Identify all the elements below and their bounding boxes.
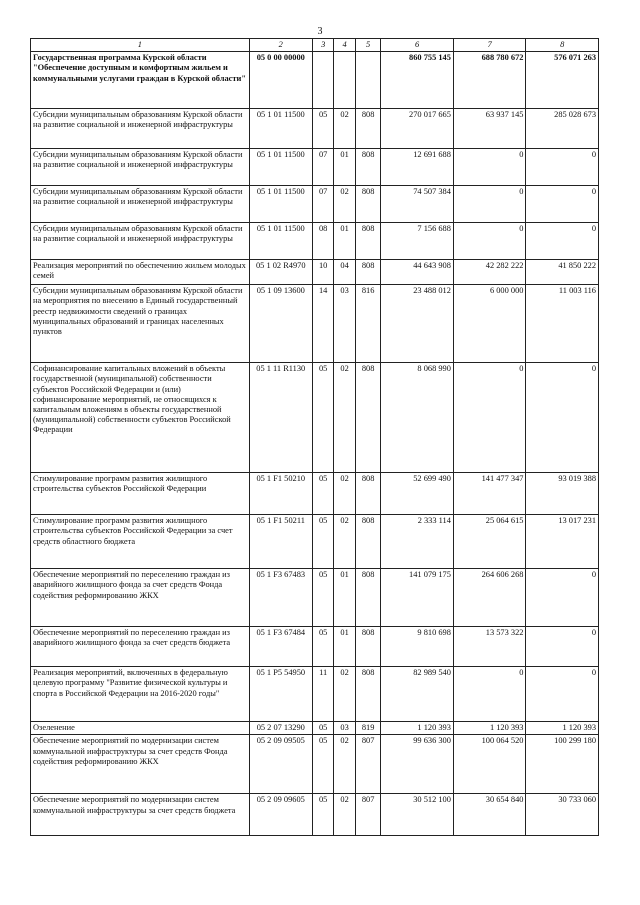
amount-year-2-cell: 6 000 000 — [453, 285, 526, 363]
table-row — [31, 735, 599, 794]
amount-year-2-cell: 42 282 222 — [453, 260, 526, 285]
amount-year-1-cell: 74 507 384 — [381, 186, 454, 223]
section-cell: 05 — [312, 722, 333, 735]
target-code-cell: 05 0 00 00000 — [249, 52, 312, 109]
section-cell: 05 — [312, 109, 333, 149]
amount-year-1-cell: 141 079 175 — [381, 569, 454, 627]
program-name-cell: Стимулирование программ развития жилищного строительства субъектов Российской Федерации за счет средств областного бюджета — [31, 515, 250, 569]
section-cell: 11 — [312, 667, 333, 722]
table-row — [31, 52, 599, 109]
table-row — [31, 285, 599, 363]
amount-year-1-cell: 7 156 688 — [381, 223, 454, 260]
amount-year-1-cell: 23 488 012 — [381, 285, 454, 363]
target-code-cell: 05 1 01 11500 — [249, 109, 312, 149]
amount-year-3-cell: 30 733 060 — [526, 794, 599, 836]
amount-year-3-cell: 0 — [526, 149, 599, 186]
expense-type-cell: 816 — [355, 285, 381, 363]
section-cell: 10 — [312, 260, 333, 285]
amount-year-2-cell: 30 654 840 — [453, 794, 526, 836]
column-number: 6 — [381, 39, 454, 52]
amount-year-2-cell: 0 — [453, 667, 526, 722]
expense-type-cell: 808 — [355, 569, 381, 627]
amount-year-1-cell: 8 068 990 — [381, 363, 454, 473]
table-row — [31, 186, 599, 223]
amount-year-3-cell: 0 — [526, 186, 599, 223]
program-name-cell: Реализация мероприятий по обеспечению жильем молодых семей — [31, 260, 250, 285]
section-cell: 05 — [312, 363, 333, 473]
amount-year-1-cell: 44 643 908 — [381, 260, 454, 285]
expense-type-cell: 808 — [355, 223, 381, 260]
amount-year-2-cell: 0 — [453, 223, 526, 260]
target-code-cell: 05 1 09 13600 — [249, 285, 312, 363]
table-row — [31, 667, 599, 722]
target-code-cell: 05 1 01 11500 — [249, 186, 312, 223]
program-name-cell: Субсидии муниципальным образованиям Курской области на развитие социальной и инженерной инфраструктуры — [31, 223, 250, 260]
section-cell: 05 — [312, 473, 333, 515]
target-code-cell: 05 1 01 11500 — [249, 223, 312, 260]
subsection-cell: 01 — [334, 223, 355, 260]
amount-year-3-cell: 0 — [526, 667, 599, 722]
program-name-cell: Субсидии муниципальным образованиям Курской области на развитие социальной и инженерной инфраструктуры — [31, 109, 250, 149]
table-row — [31, 260, 599, 285]
target-code-cell: 05 1 F1 50211 — [249, 515, 312, 569]
subsection-cell: 02 — [334, 186, 355, 223]
expense-type-cell: 808 — [355, 473, 381, 515]
expense-type-cell: 808 — [355, 627, 381, 667]
target-code-cell: 05 2 07 13290 — [249, 722, 312, 735]
amount-year-3-cell: 285 028 673 — [526, 109, 599, 149]
page-number: 3 — [317, 26, 323, 37]
amount-year-3-cell: 11 003 116 — [526, 285, 599, 363]
amount-year-2-cell: 63 937 145 — [453, 109, 526, 149]
section-cell — [312, 52, 333, 109]
subsection-cell: 02 — [334, 363, 355, 473]
section-cell: 07 — [312, 149, 333, 186]
target-code-cell: 05 1 01 11500 — [249, 149, 312, 186]
target-code-cell: 05 1 F3 67484 — [249, 627, 312, 667]
program-name-cell: Реализация мероприятий, включенных в федеральную целевую программу "Развитие физической культуры и спорта в Российской Федерации на 2016-2020 годы" — [31, 667, 250, 722]
table-row — [31, 149, 599, 186]
amount-year-1-cell: 30 512 100 — [381, 794, 454, 836]
amount-year-1-cell: 1 120 393 — [381, 722, 454, 735]
amount-year-2-cell: 0 — [453, 363, 526, 473]
subsection-cell: 01 — [334, 569, 355, 627]
program-name-cell: Озеленение — [31, 722, 250, 735]
amount-year-2-cell: 25 064 615 — [453, 515, 526, 569]
amount-year-3-cell: 0 — [526, 363, 599, 473]
table-row — [31, 794, 599, 836]
target-code-cell: 05 1 P5 54950 — [249, 667, 312, 722]
column-number: 4 — [334, 39, 355, 52]
subsection-cell: 03 — [334, 285, 355, 363]
amount-year-3-cell: 41 850 222 — [526, 260, 599, 285]
amount-year-3-cell: 13 017 231 — [526, 515, 599, 569]
target-code-cell: 05 1 02 R4970 — [249, 260, 312, 285]
expense-type-cell: 808 — [355, 109, 381, 149]
target-code-cell: 05 1 F1 50210 — [249, 473, 312, 515]
amount-year-1-cell: 82 989 540 — [381, 667, 454, 722]
column-number: 8 — [526, 39, 599, 52]
amount-year-1-cell: 99 636 300 — [381, 735, 454, 794]
subsection-cell — [334, 52, 355, 109]
amount-year-3-cell: 0 — [526, 223, 599, 260]
section-cell: 07 — [312, 186, 333, 223]
expense-type-cell: 808 — [355, 186, 381, 223]
column-number: 1 — [31, 39, 250, 52]
expense-type-cell: 819 — [355, 722, 381, 735]
subsection-cell: 01 — [334, 627, 355, 667]
amount-year-1-cell: 270 017 665 — [381, 109, 454, 149]
amount-year-3-cell: 0 — [526, 569, 599, 627]
amount-year-2-cell: 13 573 322 — [453, 627, 526, 667]
section-cell: 05 — [312, 515, 333, 569]
subsection-cell: 02 — [334, 473, 355, 515]
expense-type-cell: 807 — [355, 735, 381, 794]
table-row — [31, 109, 599, 149]
section-cell: 05 — [312, 569, 333, 627]
program-name-cell: Обеспечение мероприятий по переселению граждан из аварийного жилищного фонда за счет средств бюджета — [31, 627, 250, 667]
amount-year-3-cell: 100 299 180 — [526, 735, 599, 794]
section-cell: 08 — [312, 223, 333, 260]
subsection-cell: 02 — [334, 667, 355, 722]
amount-year-2-cell: 100 064 520 — [453, 735, 526, 794]
table-row — [31, 223, 599, 260]
program-name-cell: Обеспечение мероприятий по модернизации систем коммунальной инфраструктуры за счет средств Фонда содействия реформированию ЖКХ — [31, 735, 250, 794]
table-row — [31, 363, 599, 473]
amount-year-1-cell: 860 755 145 — [381, 52, 454, 109]
amount-year-2-cell: 1 120 393 — [453, 722, 526, 735]
table-row — [31, 627, 599, 667]
amount-year-2-cell: 688 780 672 — [453, 52, 526, 109]
table-row — [31, 515, 599, 569]
amount-year-1-cell: 2 333 114 — [381, 515, 454, 569]
amount-year-1-cell: 9 810 698 — [381, 627, 454, 667]
program-name-cell: Софинансирование капитальных вложений в объекты государственной (муниципальной) собственности субъектов Российской Федерации и (или) софинансирование мероприятий, не относящихся к капитальным вложениям в объекты государственной (муниципальной) собственности субъектов Российской Федерации — [31, 363, 250, 473]
amount-year-3-cell: 576 071 263 — [526, 52, 599, 109]
column-number-row — [31, 39, 599, 52]
target-code-cell: 05 1 11 R1130 — [249, 363, 312, 473]
budget-table — [30, 38, 599, 836]
table-row — [31, 722, 599, 735]
expense-type-cell: 807 — [355, 794, 381, 836]
target-code-cell: 05 1 F3 67483 — [249, 569, 312, 627]
column-number: 3 — [312, 39, 333, 52]
program-name-cell: Субсидии муниципальным образованиям Курской области на развитие социальной и инженерной инфраструктуры — [31, 149, 250, 186]
target-code-cell: 05 2 09 09605 — [249, 794, 312, 836]
subsection-cell: 01 — [334, 149, 355, 186]
table-row — [31, 473, 599, 515]
expense-type-cell — [355, 52, 381, 109]
table-row — [31, 569, 599, 627]
expense-type-cell: 808 — [355, 667, 381, 722]
column-number: 7 — [453, 39, 526, 52]
subsection-cell: 02 — [334, 515, 355, 569]
program-name-cell: Субсидии муниципальным образованиям Курской области на развитие социальной и инженерной инфраструктуры — [31, 186, 250, 223]
amount-year-3-cell: 1 120 393 — [526, 722, 599, 735]
expense-type-cell: 808 — [355, 260, 381, 285]
subsection-cell: 02 — [334, 794, 355, 836]
expense-type-cell: 808 — [355, 515, 381, 569]
section-cell: 05 — [312, 735, 333, 794]
program-name-cell: Обеспечение мероприятий по модернизации систем коммунальной инфраструктуры за счет средств бюджета — [31, 794, 250, 836]
program-name-cell: Стимулирование программ развития жилищного строительства субъектов Российской Федерации — [31, 473, 250, 515]
amount-year-1-cell: 52 699 490 — [381, 473, 454, 515]
section-cell: 05 — [312, 627, 333, 667]
amount-year-3-cell: 93 019 388 — [526, 473, 599, 515]
amount-year-3-cell: 0 — [526, 627, 599, 667]
amount-year-2-cell: 0 — [453, 149, 526, 186]
subsection-cell: 02 — [334, 109, 355, 149]
amount-year-2-cell: 264 606 268 — [453, 569, 526, 627]
subsection-cell: 03 — [334, 722, 355, 735]
target-code-cell: 05 2 09 09505 — [249, 735, 312, 794]
section-cell: 14 — [312, 285, 333, 363]
column-number: 2 — [249, 39, 312, 52]
subsection-cell: 02 — [334, 735, 355, 794]
program-name-cell: Субсидии муниципальным образованиям Курской области на мероприятия по внесению в Единый государственный реестр недвижимости сведений о границах муниципальных образований и границах населенных пунктов — [31, 285, 250, 363]
expense-type-cell: 808 — [355, 149, 381, 186]
amount-year-2-cell: 0 — [453, 186, 526, 223]
section-cell: 05 — [312, 794, 333, 836]
amount-year-1-cell: 12 691 688 — [381, 149, 454, 186]
program-name-cell: Государственная программа Курской области "Обеспечение доступным и комфортным жильем и коммунальными услугами граждан в Курской области" — [31, 52, 250, 109]
column-number: 5 — [355, 39, 381, 52]
expense-type-cell: 808 — [355, 363, 381, 473]
subsection-cell: 04 — [334, 260, 355, 285]
amount-year-2-cell: 141 477 347 — [453, 473, 526, 515]
program-name-cell: Обеспечение мероприятий по переселению граждан из аварийного жилищного фонда за счет средств Фонда содействия реформированию ЖКХ — [31, 569, 250, 627]
